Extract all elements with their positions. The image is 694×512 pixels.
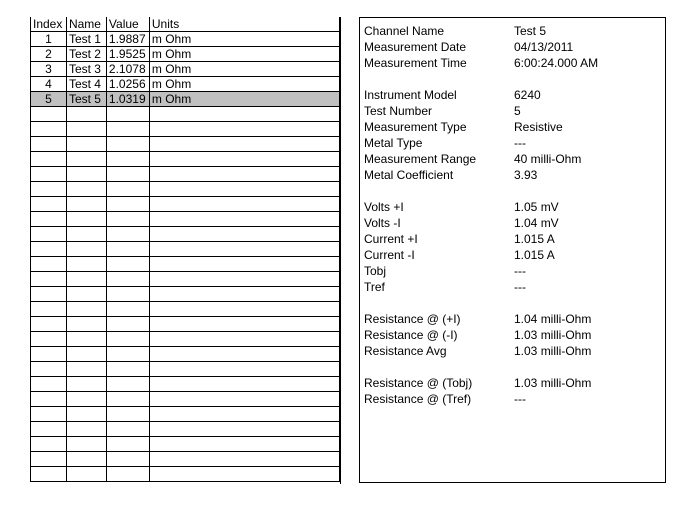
empty-cell <box>149 302 339 317</box>
table-row[interactable] <box>31 77 340 92</box>
empty-cell <box>66 332 106 347</box>
cell-name: Test 3 <box>66 62 106 77</box>
empty-cell <box>66 407 106 422</box>
empty-cell <box>31 317 67 332</box>
empty-cell <box>31 122 67 137</box>
empty-cell <box>31 392 67 407</box>
column-header-units[interactable]: Units <box>149 17 339 32</box>
cell-units: m Ohm <box>149 32 339 47</box>
detail-value: 40 milli-Ohm <box>514 152 582 166</box>
empty-cell <box>149 422 339 437</box>
cell-index: 5 <box>31 92 67 107</box>
empty-cell <box>31 467 67 482</box>
detail-label: Tref <box>364 280 385 294</box>
empty-cell <box>66 167 106 182</box>
empty-table-row[interactable] <box>31 212 340 227</box>
empty-cell <box>149 167 339 182</box>
empty-cell <box>31 167 67 182</box>
empty-cell <box>66 152 106 167</box>
cell-value: 1.9887 <box>106 32 149 47</box>
empty-table-row[interactable] <box>31 197 340 212</box>
empty-cell <box>106 452 149 467</box>
detail-value: 1.05 mV <box>514 200 559 214</box>
empty-cell <box>106 107 149 122</box>
detail-value: 1.015 A <box>514 248 555 262</box>
detail-label: Current -I <box>364 248 415 262</box>
empty-cell <box>31 197 67 212</box>
empty-cell <box>66 377 106 392</box>
empty-cell <box>106 272 149 287</box>
cell-units: m Ohm <box>149 47 339 62</box>
empty-cell <box>149 407 339 422</box>
cell-units: m Ohm <box>149 92 339 107</box>
empty-cell <box>31 422 67 437</box>
cell-units: m Ohm <box>149 77 339 92</box>
detail-value: 5 <box>514 104 521 118</box>
empty-cell <box>31 407 67 422</box>
empty-cell <box>149 257 339 272</box>
measurement-grid[interactable] <box>30 17 341 484</box>
detail-value: Test 5 <box>514 24 547 38</box>
detail-label: Current +I <box>364 232 418 246</box>
empty-cell <box>66 272 106 287</box>
empty-table-row[interactable] <box>31 467 340 482</box>
detail-label: Measurement Range <box>364 152 477 166</box>
empty-cell <box>31 437 67 452</box>
detail-label: Resistance @ (-I) <box>364 328 458 342</box>
detail-value: 04/13/2011 <box>514 40 574 54</box>
empty-table-row[interactable] <box>31 137 340 152</box>
empty-cell <box>106 227 149 242</box>
detail-value: 1.015 A <box>514 232 555 246</box>
empty-table-row[interactable] <box>31 107 340 122</box>
detail-label: Resistance @ (+I) <box>364 312 461 326</box>
empty-table-row[interactable] <box>31 272 340 287</box>
table-row[interactable] <box>31 47 340 62</box>
empty-cell <box>149 437 339 452</box>
empty-cell <box>66 197 106 212</box>
empty-cell <box>149 152 339 167</box>
detail-label: Metal Coefficient <box>364 168 454 182</box>
empty-table-row[interactable] <box>31 287 340 302</box>
empty-cell <box>31 182 67 197</box>
empty-cell <box>106 302 149 317</box>
empty-cell <box>149 242 339 257</box>
empty-table-row[interactable] <box>31 437 340 452</box>
empty-cell <box>66 302 106 317</box>
empty-cell <box>66 422 106 437</box>
empty-cell <box>149 122 339 137</box>
empty-cell <box>149 182 339 197</box>
empty-cell <box>66 467 106 482</box>
empty-table-row[interactable] <box>31 182 340 197</box>
empty-cell <box>66 317 106 332</box>
cell-index: 3 <box>31 62 67 77</box>
detail-label: Channel Name <box>364 24 445 38</box>
empty-cell <box>66 107 106 122</box>
empty-cell <box>31 257 67 272</box>
table-row[interactable] <box>31 62 340 77</box>
table-header-row <box>31 17 340 32</box>
empty-cell <box>66 242 106 257</box>
detail-label: Tobj <box>364 264 387 278</box>
empty-table-row[interactable] <box>31 332 340 347</box>
detail-value: 1.03 milli-Ohm <box>514 328 592 342</box>
cell-name: Test 2 <box>66 47 106 62</box>
detail-label: Resistance Avg <box>364 344 447 358</box>
empty-cell <box>106 362 149 377</box>
detail-value: --- <box>514 392 526 406</box>
empty-cell <box>66 122 106 137</box>
empty-cell <box>149 377 339 392</box>
empty-cell <box>149 317 339 332</box>
empty-cell <box>31 302 67 317</box>
empty-table-row[interactable] <box>31 122 340 137</box>
cell-name: Test 1 <box>66 32 106 47</box>
detail-label: Test Number <box>364 104 433 118</box>
detail-label: Volts -I <box>364 216 401 230</box>
empty-cell <box>31 362 67 377</box>
empty-cell <box>66 452 106 467</box>
empty-cell <box>149 212 339 227</box>
empty-table-row[interactable] <box>31 242 340 257</box>
empty-cell <box>66 392 106 407</box>
detail-value: --- <box>514 264 526 278</box>
detail-label: Metal Type <box>364 136 423 150</box>
empty-table-row[interactable] <box>31 407 340 422</box>
empty-cell <box>31 452 67 467</box>
empty-cell <box>106 257 149 272</box>
empty-cell <box>149 227 339 242</box>
detail-label: Resistance @ (Tref) <box>364 392 472 406</box>
empty-cell <box>106 437 149 452</box>
empty-cell <box>106 137 149 152</box>
empty-cell <box>66 347 106 362</box>
detail-value: 3.93 <box>514 168 538 182</box>
empty-table-row[interactable] <box>31 362 340 377</box>
empty-cell <box>106 242 149 257</box>
empty-cell <box>66 437 106 452</box>
empty-cell <box>31 287 67 302</box>
detail-value: 1.03 milli-Ohm <box>514 344 592 358</box>
empty-table-row[interactable] <box>31 302 340 317</box>
empty-cell <box>106 347 149 362</box>
detail-value: 1.04 mV <box>514 216 559 230</box>
empty-cell <box>106 392 149 407</box>
column-header-value[interactable]: Value <box>106 17 149 32</box>
empty-cell <box>66 257 106 272</box>
empty-cell <box>149 452 339 467</box>
empty-cell <box>31 212 67 227</box>
empty-cell <box>66 212 106 227</box>
empty-cell <box>106 422 149 437</box>
detail-value: 1.03 milli-Ohm <box>514 376 592 390</box>
empty-cell <box>106 152 149 167</box>
detail-label: Measurement Time <box>364 56 467 70</box>
empty-cell <box>31 137 67 152</box>
empty-cell <box>31 332 67 347</box>
empty-cell <box>149 392 339 407</box>
detail-value: Resistive <box>514 120 563 134</box>
empty-cell <box>106 317 149 332</box>
cell-value: 1.0256 <box>106 77 149 92</box>
empty-cell <box>149 287 339 302</box>
empty-table-row[interactable] <box>31 392 340 407</box>
empty-cell <box>106 407 149 422</box>
empty-cell <box>31 242 67 257</box>
empty-table-row[interactable] <box>31 317 340 332</box>
empty-cell <box>106 287 149 302</box>
empty-table-row[interactable] <box>31 227 340 242</box>
empty-cell <box>149 467 339 482</box>
detail-label: Resistance @ (Tobj) <box>364 376 473 390</box>
empty-cell <box>31 272 67 287</box>
cell-value: 1.9525 <box>106 47 149 62</box>
empty-table-row[interactable] <box>31 422 340 437</box>
empty-cell <box>66 362 106 377</box>
detail-value: 6:00:24.000 AM <box>514 56 599 70</box>
empty-cell <box>31 377 67 392</box>
detail-label: Volts +I <box>364 200 404 214</box>
empty-cell <box>106 377 149 392</box>
cell-index: 2 <box>31 47 67 62</box>
cell-value: 1.0319 <box>106 92 149 107</box>
empty-cell <box>31 347 67 362</box>
detail-label: Measurement Type <box>364 120 467 134</box>
empty-cell <box>31 152 67 167</box>
empty-cell <box>106 182 149 197</box>
column-header-index[interactable]: Index <box>31 17 67 32</box>
empty-table-row[interactable] <box>31 152 340 167</box>
empty-table-row[interactable] <box>31 167 340 182</box>
empty-cell <box>31 227 67 242</box>
empty-cell <box>66 227 106 242</box>
empty-cell <box>149 272 339 287</box>
cell-name: Test 5 <box>66 92 106 107</box>
empty-cell <box>106 197 149 212</box>
empty-cell <box>31 107 67 122</box>
empty-cell <box>149 347 339 362</box>
empty-table-row[interactable] <box>31 452 340 467</box>
detail-label: Measurement Date <box>364 40 467 54</box>
detail-value: 1.04 milli-Ohm <box>514 312 592 326</box>
empty-cell <box>149 137 339 152</box>
cell-index: 1 <box>31 32 67 47</box>
table-row[interactable] <box>31 32 340 47</box>
cell-units: m Ohm <box>149 62 339 77</box>
empty-table-row[interactable] <box>31 377 340 392</box>
cell-index: 4 <box>31 77 67 92</box>
empty-cell <box>149 332 339 347</box>
empty-table-row[interactable] <box>31 257 340 272</box>
empty-cell <box>106 212 149 227</box>
detail-value: 6240 <box>514 88 541 102</box>
empty-cell <box>149 197 339 212</box>
empty-table-row[interactable] <box>31 347 340 362</box>
table-row[interactable] <box>31 92 340 107</box>
cell-name: Test 4 <box>66 77 106 92</box>
empty-cell <box>106 167 149 182</box>
empty-cell <box>149 107 339 122</box>
channel-details-panel <box>359 17 666 483</box>
detail-label: Instrument Model <box>364 88 457 102</box>
cell-value: 2.1078 <box>106 62 149 77</box>
empty-cell <box>66 137 106 152</box>
empty-cell <box>106 122 149 137</box>
empty-cell <box>149 362 339 377</box>
empty-cell <box>106 332 149 347</box>
detail-value: --- <box>514 136 526 150</box>
measurement-table <box>30 17 340 482</box>
column-header-name[interactable]: Name <box>66 17 106 32</box>
empty-cell <box>66 287 106 302</box>
empty-cell <box>66 182 106 197</box>
empty-cell <box>106 467 149 482</box>
detail-value: --- <box>514 280 526 294</box>
